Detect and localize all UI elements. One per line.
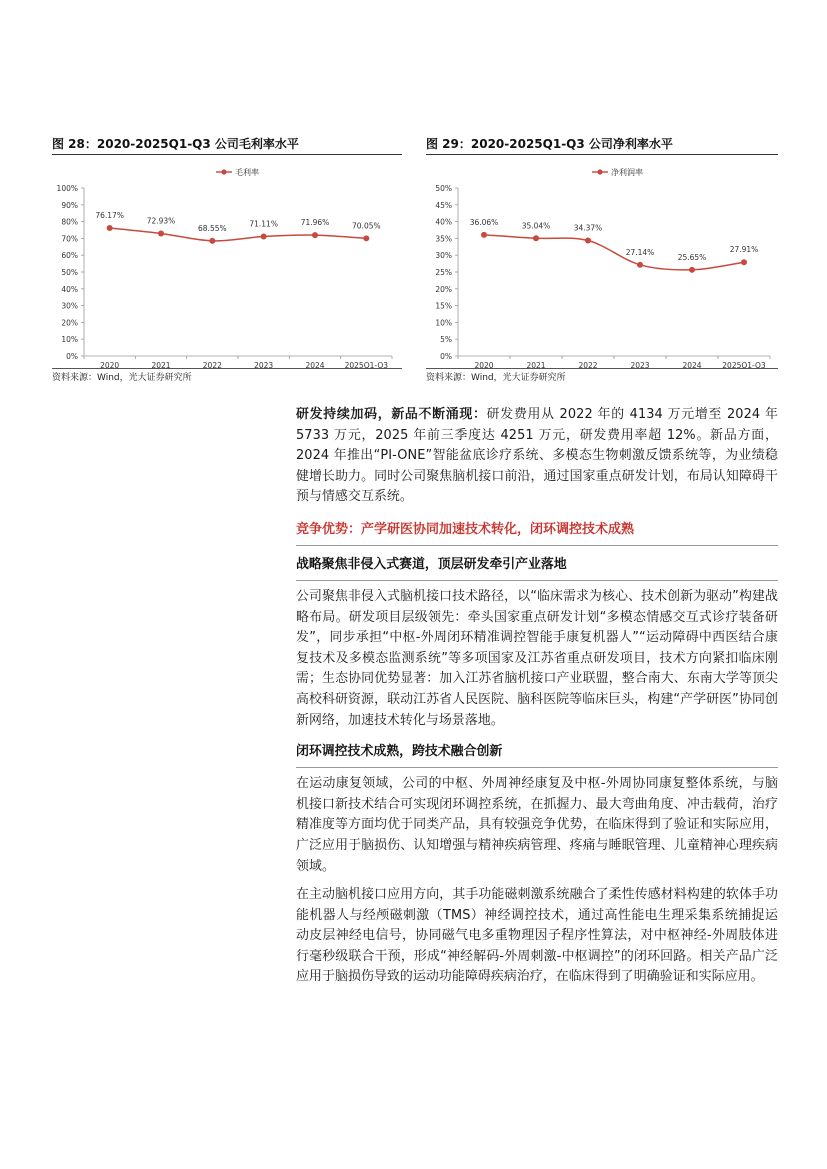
y-tick-label: 30% bbox=[435, 251, 452, 261]
section-heading: 竞争优势：产学研医协同加速技术转化，闭环调控技术成熟 bbox=[296, 521, 635, 537]
figure-29-source-rule bbox=[426, 368, 778, 369]
y-tick-label: 10% bbox=[61, 335, 78, 345]
y-tick-label: 25% bbox=[435, 268, 452, 277]
data-point bbox=[689, 267, 695, 273]
data-label: 34.37% bbox=[573, 223, 603, 233]
data-label: 71.96% bbox=[300, 218, 330, 228]
y-tick-label: 0% bbox=[66, 352, 78, 361]
figure-29-source: 资料来源：Wind，光大证券研究所 bbox=[426, 373, 566, 383]
data-label: 35.04% bbox=[521, 221, 551, 231]
paragraph-rnd bbox=[296, 405, 778, 508]
y-tick-label: 100% bbox=[56, 184, 78, 193]
figure-28-source-rule bbox=[52, 368, 402, 369]
y-tick-label: 45% bbox=[435, 200, 452, 210]
paragraph-rehab: 在运动康复领域，公司的中枢、外周神经康复及中枢-外周协同康复整体系统，与脑机接口新技术结合可实现闭环调控系统，在抓握力、最大弯曲角度、冲击载荷，治疗精准度等方面均优于同类产品，具有较强竞争优势，在临床得到了验证和实际应用，广泛应用于脑损伤、认知增强与精神疾病管理、疼痛与睡眠管理、儿童精神心理疾病领域。 bbox=[296, 776, 778, 874]
data-point bbox=[585, 238, 591, 244]
data-point bbox=[533, 235, 539, 241]
y-tick-label: 30% bbox=[61, 301, 78, 311]
x-tick-label: 2023 bbox=[630, 361, 650, 370]
y-tick-label: 0% bbox=[440, 352, 452, 361]
x-tick-label: 2024 bbox=[682, 361, 702, 370]
legend-label: 净利润率 bbox=[611, 168, 643, 177]
figure-29-title: 图 29：2020-2025Q1-Q3 公司净利率水平 bbox=[426, 137, 673, 151]
y-tick-label: 50% bbox=[435, 184, 452, 193]
x-tick-label: 2024 bbox=[305, 361, 325, 370]
data-label: 25.65% bbox=[677, 252, 707, 262]
subheading-strategy: 战略聚焦非侵入式赛道，顶层研发牵引产业落地 bbox=[296, 556, 567, 572]
legend-marker bbox=[221, 169, 226, 174]
y-tick-label: 20% bbox=[61, 318, 78, 328]
data-label: 27.14% bbox=[625, 247, 655, 257]
figure-28-title: 图 28：2020-2025Q1-Q3 公司毛利率水平 bbox=[52, 137, 299, 151]
y-tick-label: 10% bbox=[435, 318, 452, 328]
y-tick-label: 90% bbox=[61, 200, 78, 210]
paragraph-active-bci: 在主动脑机接口应用方向，其手功能磁刺激系统融合了柔性传感材料构建的软体手功能机器人与经颅磁刺激（TMS）神经调控技术，通过高性能电生理采集系统捕捉运动皮层神经电信号，协同磁气电多重物理因子程序性算法，对中枢神经-外周肢体进行毫秒级联合干预，形成“神经解码-外周刺激-中枢调控”的闭环回路。相关产品广泛应用于脑损伤导致的运动功能障碍疾病治疗，在临床得到了明确验证和实际应用。 bbox=[296, 887, 778, 985]
data-label: 71.11% bbox=[249, 219, 278, 229]
y-tick-label: 35% bbox=[435, 234, 452, 244]
data-point bbox=[209, 238, 215, 244]
y-tick-label: 40% bbox=[61, 284, 78, 294]
y-tick-label: 15% bbox=[435, 301, 452, 311]
data-point bbox=[107, 225, 113, 231]
data-point bbox=[363, 235, 369, 241]
series-line bbox=[110, 228, 367, 241]
data-point bbox=[481, 232, 487, 238]
x-tick-label: 2020 bbox=[100, 361, 120, 370]
data-point bbox=[741, 259, 747, 265]
legend-label: 毛利率 bbox=[235, 168, 259, 177]
x-tick-label: 2021 bbox=[526, 361, 546, 370]
y-tick-label: 80% bbox=[61, 217, 78, 227]
y-tick-label: 20% bbox=[435, 284, 452, 294]
data-point bbox=[261, 234, 267, 240]
figure-28-source: 资料来源：Wind，光大证券研究所 bbox=[52, 373, 192, 383]
subheading-closed-loop: 闭环调控技术成熟，跨技术融合创新 bbox=[296, 744, 503, 760]
y-tick-label: 5% bbox=[440, 335, 452, 345]
data-point bbox=[312, 232, 318, 238]
x-tick-label: 2021 bbox=[151, 361, 171, 370]
figure-29-title-rule bbox=[426, 154, 778, 155]
y-tick-label: 50% bbox=[61, 268, 78, 277]
data-point bbox=[158, 230, 164, 236]
x-tick-label: 2023 bbox=[254, 361, 274, 370]
paragraph-rnd-lead: 研发持续加码，新品不断涌现： bbox=[296, 407, 487, 422]
gross-margin-chart bbox=[52, 158, 402, 368]
x-tick-label: 2025Q1-Q3 bbox=[722, 361, 766, 370]
net-margin-chart bbox=[426, 158, 778, 368]
y-tick-label: 40% bbox=[435, 217, 452, 227]
data-label: 27.91% bbox=[729, 245, 759, 255]
y-tick-label: 60% bbox=[61, 251, 78, 261]
figure-28-title-rule bbox=[52, 154, 402, 155]
legend-marker bbox=[597, 169, 602, 174]
x-tick-label: 2025Q1-Q3 bbox=[344, 361, 389, 370]
data-point bbox=[637, 262, 643, 268]
data-label: 76.17% bbox=[95, 211, 124, 221]
x-tick-label: 2022 bbox=[578, 361, 598, 370]
x-tick-label: 2022 bbox=[202, 361, 222, 370]
data-label: 36.06% bbox=[469, 217, 499, 227]
x-tick-label: 2020 bbox=[474, 361, 494, 370]
paragraph-rnd-body: 研发费用从 2022 年的 4134 万元增至 2024 年 5733 万元，2025 年前三季度达 4251 万元，研发费用率超 12%。新品方面，2024 年推出“PI-ONE”智能盆底诊疗系统、多模态生物刺激反馈系统等，为业绩稳健增长助力。同时公司聚焦脑机接口前沿，通过国家重点研发计划，布局认知障碍干预与情感交互系统。 bbox=[296, 407, 778, 505]
data-label: 70.05% bbox=[352, 221, 381, 231]
data-label: 72.93% bbox=[146, 216, 176, 226]
data-label: 68.55% bbox=[198, 223, 227, 233]
paragraph-strategy: 公司聚焦非侵入式脑机接口技术路径，以“临床需求为核心、技术创新为驱动”构建战略布局。研发项目层级领先：牵头国家重点研发计划“多模态情感交互式诊疗装备研发”，同步承担“中枢-外周闭环精准调控智能手康复机器人”“运动障碍中西医结合康复技术及多模态监测系统”等多项国家及江苏省重点研发项目，技术方向紧扣临床刚需；生态协同优势显著：加入江苏省脑机接口产业联盟，整合南大、东南大学等顶尖高校科研资源，联动江苏省人民医院、脑科医院等临床巨头，构建“产学研医”协同创新网络，加速技术转化与场景落地。 bbox=[296, 588, 778, 728]
y-tick-label: 70% bbox=[61, 234, 78, 244]
body-column bbox=[296, 405, 778, 988]
